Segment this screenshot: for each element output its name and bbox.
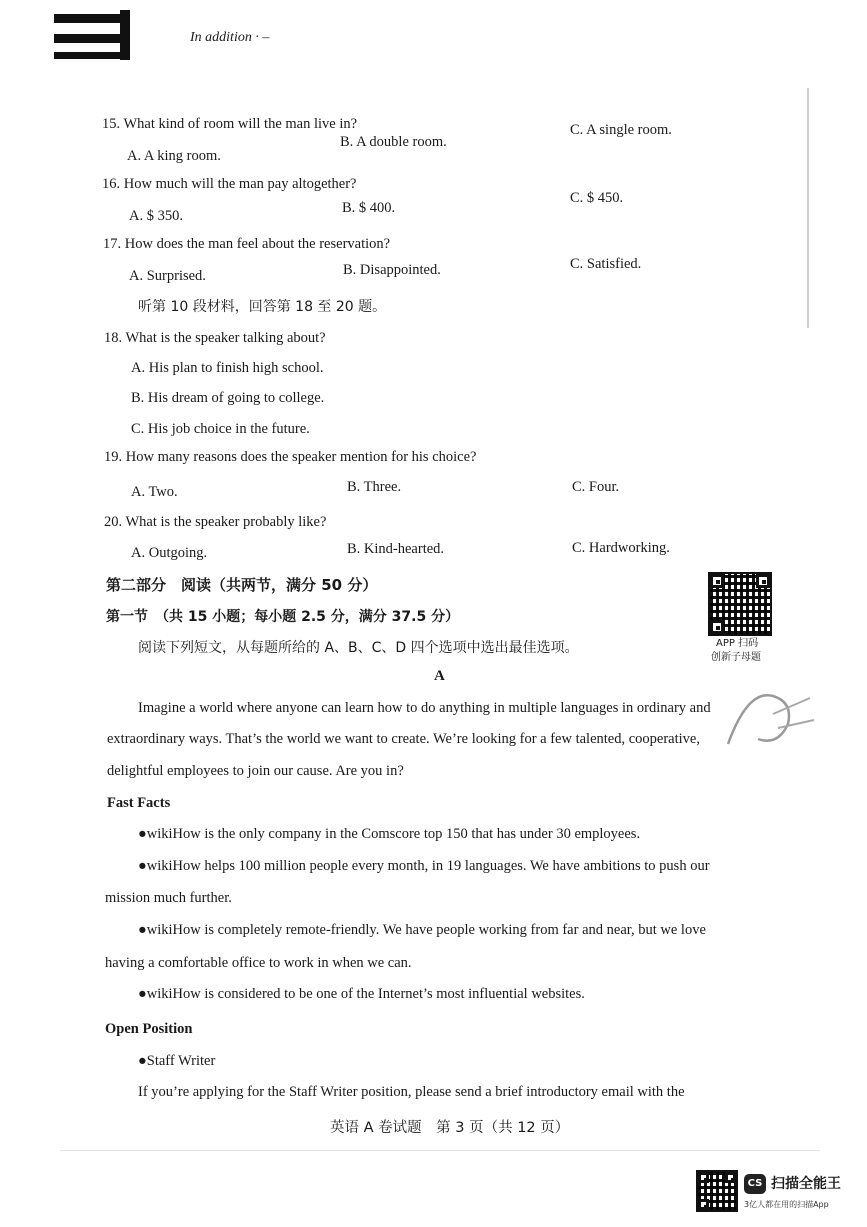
passage-label: A <box>434 668 445 684</box>
fact-3-line2: having a comfortable office to work in when we can. <box>105 955 412 971</box>
question-17-stem: 17. How does the man feel about the reservation? <box>103 236 391 252</box>
question-15-option-a: A. A king room. <box>127 148 221 164</box>
question-20-option-c: C. Hardworking. <box>572 540 670 556</box>
fact-2-line2: mission much further. <box>105 890 232 906</box>
qr-caption-line1: APP 扫码 <box>716 638 759 649</box>
question-20-option-a: A. Outgoing. <box>131 545 208 561</box>
question-17-option-c: C. Satisfied. <box>570 256 642 272</box>
camscanner-logo-icon: CS <box>744 1174 766 1194</box>
question-20-stem: 20. What is the speaker probably like? <box>104 514 327 530</box>
qr-caption-line2: 创新子母题 <box>711 652 761 663</box>
question-17-option-b: B. Disappointed. <box>343 262 441 278</box>
question-19-option-a: A. Two. <box>131 484 178 500</box>
question-18-stem: 18. What is the speaker talking about? <box>104 330 326 346</box>
passage-intro-line2: extraordinary ways. That’s the world we want to create. We’re looking for a few talented, cooperative, <box>107 731 700 747</box>
running-header: In addition · – <box>190 30 270 45</box>
fact-3-line1: ●wikiHow is completely remote-friendly. We have people working from far and near, but we love <box>138 922 706 938</box>
listening-instruction: 听第 10 段材料，回答第 18 至 20 题。 <box>138 299 387 315</box>
question-15-option-b: B. A double room. <box>340 134 447 150</box>
question-15-stem: 15. What kind of room will the man live in? <box>102 116 358 132</box>
question-19-option-c: C. Four. <box>572 479 620 495</box>
question-16-option-a: A. $ 350. <box>129 208 183 224</box>
section1-heading: 第一节 （共 15 小题；每小题 2.5 分，满分 37.5 分） <box>106 609 460 625</box>
open-position-title: Open Position <box>105 1021 193 1037</box>
question-16-option-c: C. $ 450. <box>570 190 624 206</box>
fact-4: ●wikiHow is considered to be one of the Internet’s most influential websites. <box>138 986 585 1002</box>
fact-1: ●wikiHow is the only company in the Comscore top 150 that has under 30 employees. <box>138 826 641 842</box>
fact-2-line1: ●wikiHow helps 100 million people every month, in 19 languages. We have ambitions to push our <box>138 858 710 874</box>
part2-heading: 第二部分 阅读（共两节，满分 50 分） <box>106 576 378 594</box>
page-footer-label: 英语 A 卷试题 第 3 页（共 12 页） <box>330 1120 570 1136</box>
fast-facts-title: Fast Facts <box>107 795 171 811</box>
scanner-qr-code <box>696 1170 738 1212</box>
question-18-option-a: A. His plan to finish high school. <box>131 360 324 376</box>
app-qr-code <box>708 572 772 636</box>
scanner-brand: 扫描全能王 <box>771 1176 841 1192</box>
corner-bracket-mark <box>54 4 132 60</box>
question-20-option-b: B. Kind-hearted. <box>347 541 445 557</box>
scanner-tagline: 3亿人都在用的扫描App <box>744 1200 829 1209</box>
footer-divider <box>60 1150 820 1151</box>
reading-instruction: 阅读下列短文，从每题所给的 A、B、C、D 四个选项中选出最佳选项。 <box>138 640 579 656</box>
question-15-option-c: C. A single room. <box>570 122 672 138</box>
passage-intro-line3: delightful employees to join our cause. Are you in? <box>107 763 404 779</box>
apply-line: If you’re applying for the Staff Writer position, please send a brief introductory email with the <box>138 1084 685 1100</box>
passage-intro-line1: Imagine a world where anyone can learn how to do anything in multiple languages in ordinary and <box>138 700 711 716</box>
page-edge-line <box>807 88 809 328</box>
question-16-stem: 16. How much will the man pay altogether? <box>102 176 357 192</box>
position-staff-writer: ●Staff Writer <box>138 1053 216 1069</box>
question-16-option-b: B. $ 400. <box>342 200 396 216</box>
question-19-stem: 19. How many reasons does the speaker mention for his choice? <box>104 449 477 465</box>
faint-stamp-mark <box>718 684 818 754</box>
question-18-option-b: B. His dream of going to college. <box>131 390 325 406</box>
question-17-option-a: A. Surprised. <box>129 268 206 284</box>
question-19-option-b: B. Three. <box>347 479 402 495</box>
question-18-option-c: C. His job choice in the future. <box>131 421 310 437</box>
